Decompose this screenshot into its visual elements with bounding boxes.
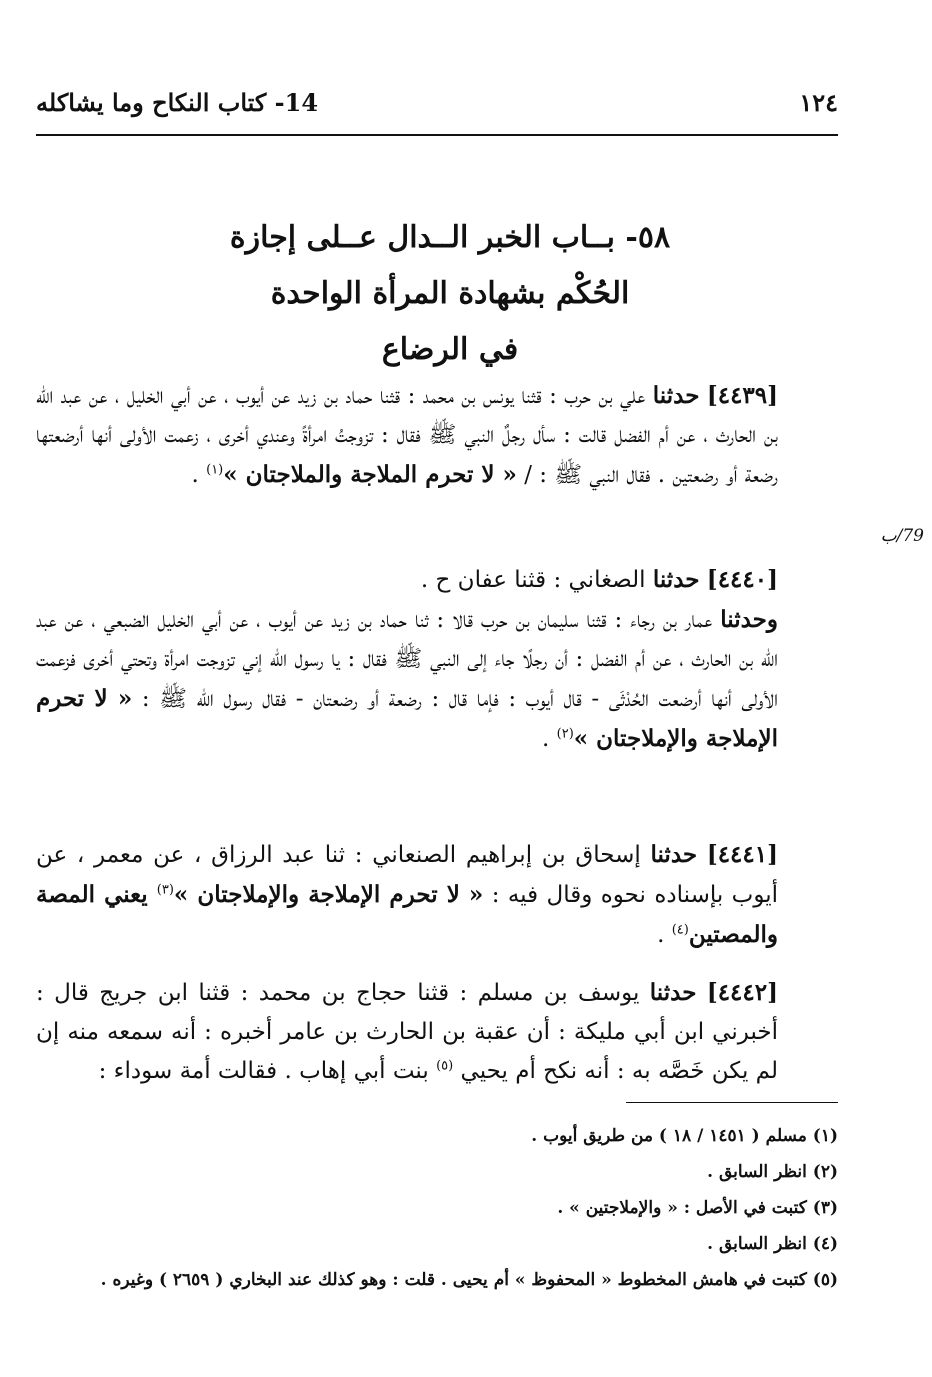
- hadith-text-end: .: [191, 462, 207, 488]
- hadith-number: [٤٤٣٩]: [706, 382, 779, 409]
- hadith-4441: [36, 835, 838, 955]
- footnote-ref: (٣): [156, 882, 174, 898]
- hadith-text-end: بنت أبي إهاب . فقالت أمة سوداء :: [98, 1058, 437, 1084]
- hadith-text: علي بن حرب : قثنا يونس بن محمد : قثنا حماد بن زيد عن أيوب ، عن أبي الخليل ، عن عبد اللّه بن الحارث ، عن أم الفضل قالت : سأل رجلٌ النبي ﷺ فقال : تزوجتُ امرأةً وعندي أخرى ، زعمت الأولى أنها أرضعتها رضعة أو رضعتين . فقال النبي ﷺ : /: [36, 383, 778, 488]
- prophetic-quote: « لا تحرم الملاجة والملاجتان »: [223, 461, 517, 488]
- footnote-2: (٢) انظر السابق .: [707, 1162, 838, 1182]
- footnote-ref-2: (٤): [671, 922, 689, 938]
- hadith-4440: [36, 560, 838, 759]
- footnote-3: (٣) كتبت في الأصل : « والإملاجتين » .: [557, 1198, 838, 1218]
- page-number: ١٢٤: [799, 87, 838, 117]
- hadith-opener: حدثنا: [649, 979, 697, 1006]
- manuscript-folio-note: 79/ب: [880, 526, 924, 546]
- footnote-ref: (١): [206, 462, 224, 478]
- section-title: [150, 210, 750, 378]
- footnote-4: (٤) انظر السابق .: [707, 1234, 838, 1254]
- footnote-ref: (٥): [436, 1058, 454, 1074]
- prophetic-quote: « لا تحرم الإملاجة والإملاجتان »: [173, 881, 484, 908]
- chapter-heading: 14- كتاب النكاح وما يشاكله: [36, 87, 319, 117]
- hadith-number: [٤٤٤٠]: [706, 566, 778, 593]
- footnotes: [36, 1118, 838, 1298]
- section-title-line-2: الحُكْم بشهادة المرأة الواحدة: [270, 276, 630, 311]
- section-title-line-3: في الرضاع: [381, 332, 519, 367]
- hadith-text-end: .: [657, 922, 672, 948]
- page-header: [36, 80, 838, 124]
- hadith-opener: حدثنا: [652, 382, 700, 409]
- hadith-text: الصغاني : قثنا عفان ح .: [420, 567, 646, 593]
- footnote-5: (٥) كتبت في هامش المخطوط « المحفوظ » أم يحيى . قلت : وهو كذلك عند البخاري ( ٢٦٥٩ ) وغيره .: [100, 1270, 838, 1290]
- footnote-ref: (٢): [556, 726, 574, 742]
- hadith-sub-opener: وحدثنا: [720, 606, 778, 633]
- hadith-text: إسحاق بن إبراهيم الصنعاني : ثنا عبد الرزاق ، عن معمر ، عن أيوب بإسناده نحوه وقال فيه :: [36, 842, 778, 908]
- hadith-opener: حدثنا: [652, 566, 700, 593]
- footnote-1: (١) مسلم ( ١٤٥١ / ١٨ ) من طريق أيوب .: [531, 1126, 838, 1146]
- prophetic-quote: « لا تحرم الإملاجة والإملاجتان »: [36, 685, 778, 752]
- section-title-line-1: ٥٨- بــاب الخبر الــدال عــلى إجازة: [229, 220, 671, 255]
- hadith-sub-text: عمار بن رجاء : قثنا سليمان بن حرب قالا : ثنا حماد بن زيد عن أيوب ، عن أبي الخليل الضبعي ، عن عبد اللّه بن الحارث ، عن أم الفضل : أن رجلًا جاء إلى النبي ﷺ فقال : يا رسول اللّه إني تزوجت امرأة وتحتي أخرى فزعمت الأولى أنها أرضعت الحُدْثَى - قال أيوب : فإما قال : رضعة أو رضعتان - فقال رسول اللّه ﷺ :: [36, 607, 778, 712]
- hadith-gloss: يعني المصة والمصتين: [36, 881, 778, 948]
- header-divider: [36, 134, 838, 136]
- hadith-text: يوسف بن مسلم : قثنا حجاج بن محمد : قثنا ابن جريج قال : أخبرني ابن أبي مليكة : أن عقبة بن الحارث بن عامر أخبره : أنه سمعه منه إن لم يكن خَصَّه به : أنه نكح أم يحيي: [36, 980, 778, 1084]
- hadith-number: [٤٤٤١]: [706, 841, 779, 868]
- hadith-opener: حدثنا: [650, 841, 698, 868]
- hadith-text-end: .: [542, 726, 557, 752]
- hadith-number: [٤٤٤٢]: [706, 979, 779, 1006]
- hadith-4442: [36, 973, 838, 1091]
- hadith-4439: [36, 376, 838, 495]
- footnote-divider: [626, 1102, 838, 1103]
